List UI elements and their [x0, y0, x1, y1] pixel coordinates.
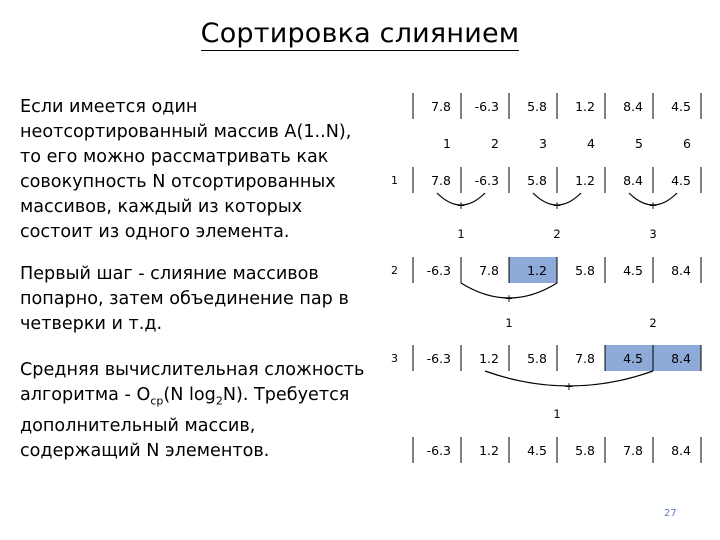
cell-value: 4.5 — [671, 99, 691, 114]
merge-plus-sign: + — [456, 199, 466, 212]
cell-value: 4.5 — [623, 351, 643, 366]
cell-value: -6.3 — [426, 351, 451, 366]
merge-group-number: 1 — [553, 407, 561, 421]
cell-value: 1.2 — [479, 351, 499, 366]
merge-group-number: 1 — [457, 227, 465, 241]
cell-value: -6.3 — [426, 443, 451, 458]
merge-group-number: 1 — [505, 316, 513, 330]
cell-value: 8.4 — [671, 443, 691, 458]
cell-value: 4 — [587, 136, 595, 151]
cell-value: 7.8 — [575, 351, 595, 366]
merge-plus-sign: + — [564, 380, 574, 393]
merge-group-number: 2 — [649, 316, 657, 330]
cell-value: 5.8 — [527, 351, 547, 366]
cell-value: 1.2 — [575, 173, 595, 188]
cell-value: -6.3 — [426, 263, 451, 278]
merge-plus-sign: + — [552, 199, 562, 212]
cell-value: 5.8 — [527, 173, 547, 188]
cell-value: 5.8 — [575, 443, 595, 458]
cell-value: 5.8 — [527, 99, 547, 114]
cell-value: -6.3 — [474, 173, 499, 188]
cell-value: 5.8 — [575, 263, 595, 278]
cell-value: 8.4 — [671, 263, 691, 278]
cell-value: 1.2 — [527, 263, 547, 278]
cell-value: -6.3 — [474, 99, 499, 114]
cell-value: 3 — [539, 136, 547, 151]
cell-value: 5 — [635, 136, 643, 151]
page-number: 27 — [664, 508, 677, 519]
cell-value: 1 — [443, 136, 451, 151]
stage-number: 2 — [391, 264, 398, 277]
paragraph-complexity: Средняя вычислительная сложность алгоритма - $O_{ср}(N$ $\log_2N$). Требуется дополнительный массив, содержащий N элементов. — [20, 360, 365, 461]
merge-group-number: 3 — [649, 227, 657, 241]
cell-value: 7.8 — [623, 443, 643, 458]
cell-value: 7.8 — [479, 263, 499, 278]
merge-plus-sign: + — [504, 292, 514, 305]
cell-value: 8.4 — [623, 173, 643, 188]
paragraph-intro: Если имеется один неотсортированный массив A(1..N), то его можно рассматривать как совокупность N отсортированных массивов, каждый из которых состоит из одного элемента. — [20, 97, 352, 242]
stage-number: 3 — [391, 352, 398, 365]
cell-value: 7.8 — [431, 173, 451, 188]
cell-value: 8.4 — [671, 351, 691, 366]
cell-value: 8.4 — [623, 99, 643, 114]
merge-plus-sign: + — [648, 199, 658, 212]
paragraph-first-step: Первый шаг - слияние массивов попарно, затем объединение пар в четверки и т.д. — [20, 264, 349, 334]
stage-number: 1 — [391, 174, 398, 187]
cell-value: 1.2 — [575, 99, 595, 114]
cell-value: 7.8 — [431, 99, 451, 114]
cell-value: 4.5 — [623, 263, 643, 278]
merge-group-number: 2 — [553, 227, 561, 241]
cell-value: 4.5 — [671, 173, 691, 188]
cell-value: 1.2 — [479, 443, 499, 458]
cell-value: 2 — [491, 136, 499, 151]
cell-value: 4.5 — [527, 443, 547, 458]
slide-title: Сортировка слиянием — [200, 18, 520, 49]
cell-value: 6 — [683, 136, 691, 151]
